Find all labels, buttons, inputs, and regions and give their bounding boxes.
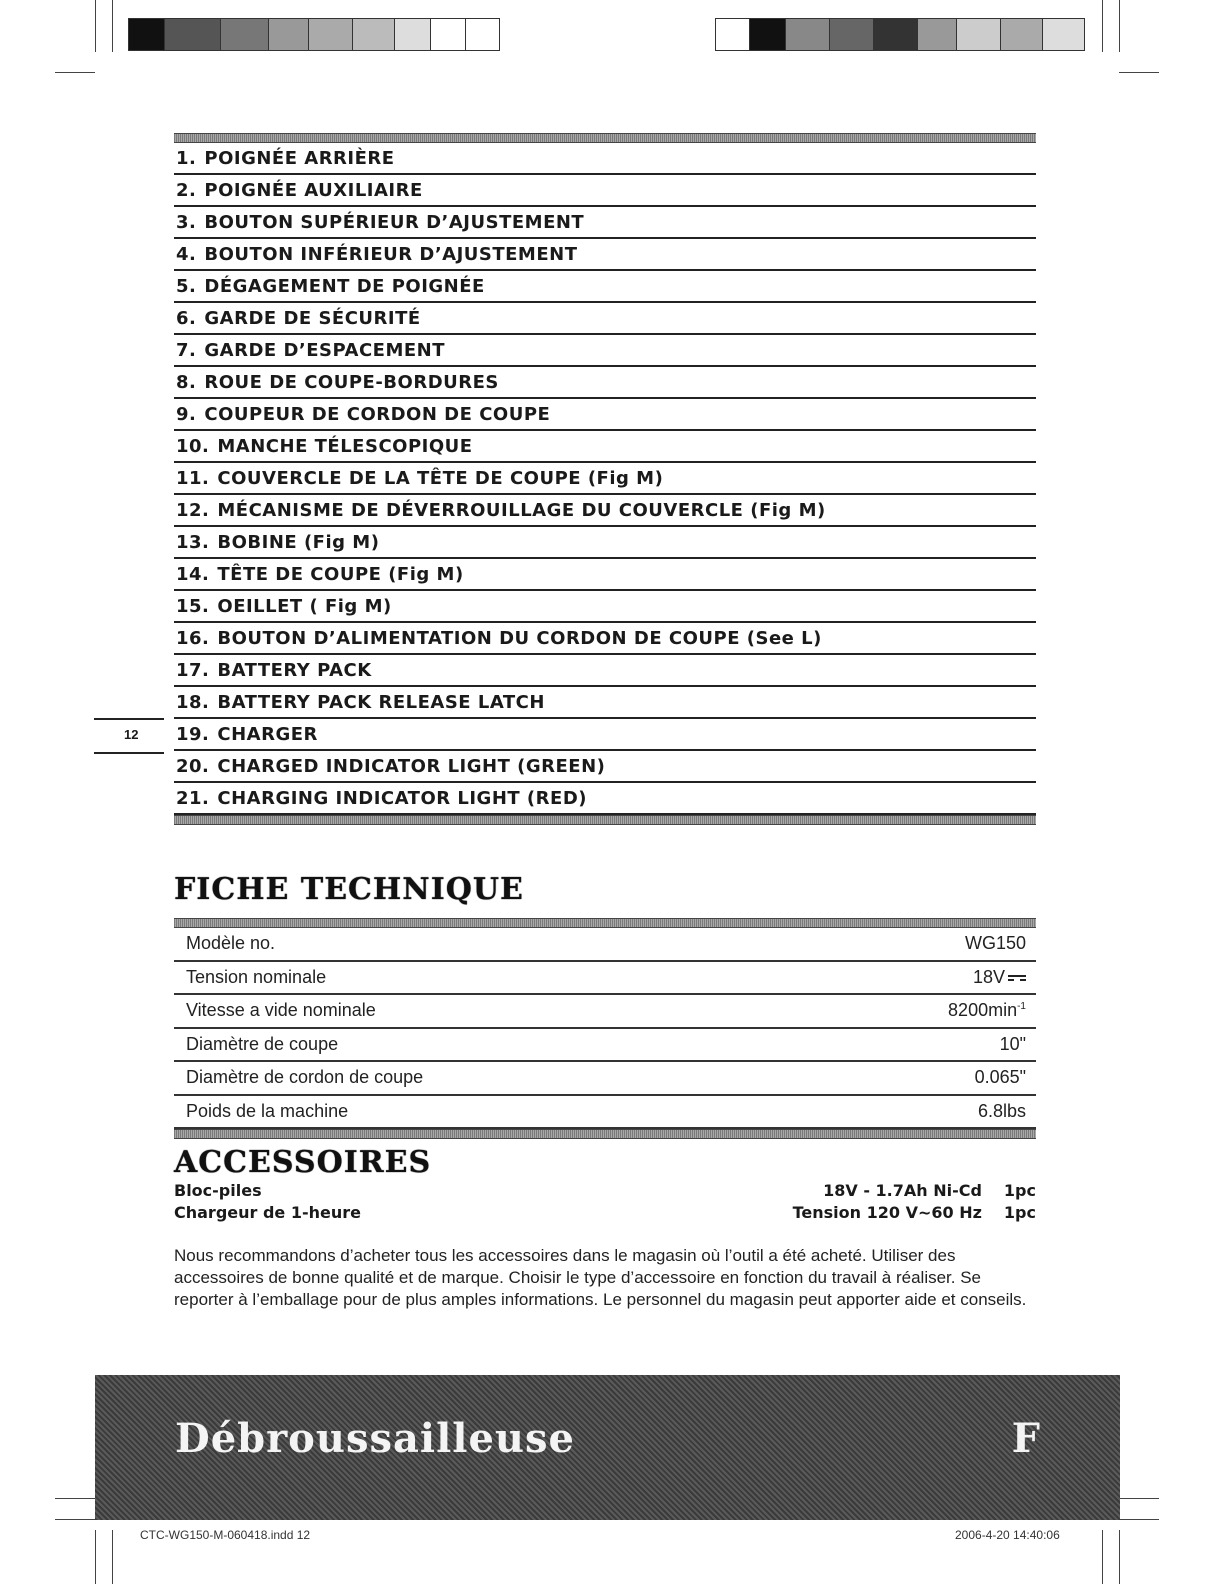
parts-list-item — [174, 175, 1036, 207]
registration-bar-left — [128, 18, 500, 51]
trim-mark — [112, 1530, 113, 1584]
trim-mark — [55, 72, 95, 73]
top-band — [174, 133, 1036, 143]
spec-label: Vitesse a vide nominale — [186, 1000, 376, 1021]
accessoires-title: ACCESSOIRES — [174, 1145, 432, 1180]
trim-mark — [95, 0, 96, 52]
dc-symbol-icon — [1008, 975, 1026, 981]
part-number: 19. — [176, 723, 210, 745]
part-number: 5. — [176, 275, 197, 297]
trim-mark — [1102, 1530, 1103, 1584]
accessory-name: Chargeur de 1-heure — [174, 1203, 361, 1222]
trim-mark — [1119, 1530, 1120, 1584]
part-number: 1. — [176, 147, 197, 169]
parts-list-item — [174, 495, 1036, 527]
registration-bar-right — [715, 18, 1085, 51]
part-number: 8. — [176, 371, 197, 393]
spec-row — [174, 1029, 1036, 1063]
parts-list-item — [174, 335, 1036, 367]
parts-list-item — [174, 431, 1036, 463]
part-number: 16. — [176, 627, 210, 649]
parts-list-item — [174, 207, 1036, 239]
accessories-paragraph: Nous recommandons d’acheter tous les accessoires dans le magasin où l’outil a été acheté. Utiliser des accessoires de bonne qualité et de marque. Choisir le type d’accessoire en fonction du travail à réaliser. Se reporter à l’emballage pour de plus amples informations. Le personnel du magasin peut apporter aide et conseils. — [174, 1246, 1027, 1309]
part-number: 3. — [176, 211, 197, 233]
parts-list-item — [174, 143, 1036, 175]
parts-list-item — [174, 239, 1036, 271]
accessory-spec: 18V - 1.7Ah Ni-Cd — [823, 1181, 982, 1200]
spec-value: 10" — [999, 1033, 1026, 1054]
spec-label: Poids de la machine — [186, 1100, 349, 1121]
fiche-technique-title: FICHE TECHNIQUE — [174, 872, 524, 907]
spec-value: WG150 — [964, 933, 1026, 954]
trim-mark — [95, 1530, 96, 1584]
accessory-qty: 1pc — [1003, 1203, 1036, 1222]
parts-list-item — [174, 527, 1036, 559]
spec-row — [174, 928, 1036, 962]
part-number: 15. — [176, 595, 210, 617]
part-label: COUPEUR DE CORDON DE COUPE — [204, 403, 551, 425]
accessory-spec-group — [823, 1181, 1036, 1200]
part-label: BATTERY PACK RELEASE LATCH — [217, 691, 545, 713]
parts-list-item — [174, 591, 1036, 623]
banner-title: Débroussailleuse — [175, 1415, 575, 1462]
timestamp-slug: 2006-4-20 14:40:06 — [955, 1528, 1060, 1542]
spec-label: Diamètre de cordon de coupe — [186, 1067, 424, 1088]
trim-mark — [1119, 72, 1159, 73]
part-number: 11. — [176, 467, 210, 489]
part-number: 4. — [176, 243, 197, 265]
footer-banner — [95, 1375, 1120, 1520]
parts-list-item — [174, 751, 1036, 783]
page-number-rule — [94, 752, 164, 754]
part-number: 13. — [176, 531, 210, 553]
spec-row — [174, 1062, 1036, 1096]
part-label: BOUTON D’ALIMENTATION DU CORDON DE COUPE (See L) — [217, 627, 822, 649]
spec-exponent: -1 — [1017, 1001, 1026, 1013]
part-label: ROUE DE COUPE-BORDURES — [204, 371, 499, 393]
part-number: 17. — [176, 659, 210, 681]
part-label: OEILLET ( Fig M) — [217, 595, 392, 617]
spec-row — [174, 1096, 1036, 1130]
accessory-spec-group — [793, 1203, 1036, 1222]
parts-list-item — [174, 783, 1036, 815]
accessory-qty: 1pc — [1003, 1181, 1036, 1200]
part-label: BOUTON INFÉRIEUR D’AJUSTEMENT — [204, 243, 578, 265]
trim-mark — [1119, 0, 1120, 52]
spec-bottom-band — [174, 1129, 1036, 1139]
part-number: 9. — [176, 403, 197, 425]
part-label: CHARGED INDICATOR LIGHT (GREEN) — [217, 755, 606, 777]
part-number: 6. — [176, 307, 197, 329]
part-label: CHARGING INDICATOR LIGHT (RED) — [217, 787, 587, 809]
parts-list-item — [174, 655, 1036, 687]
accessory-item — [174, 1203, 1036, 1222]
part-label: BOBINE (Fig M) — [217, 531, 380, 553]
trim-mark — [55, 1498, 95, 1499]
parts-list-item — [174, 463, 1036, 495]
parts-list-item — [174, 271, 1036, 303]
trim-mark — [1119, 1498, 1159, 1499]
part-label: CHARGER — [217, 723, 318, 745]
parts-list-item — [174, 367, 1036, 399]
bottom-band — [174, 815, 1036, 825]
spec-row — [174, 962, 1036, 996]
part-number: 21. — [176, 787, 210, 809]
spec-value-wrap — [973, 967, 1026, 988]
part-number: 2. — [176, 179, 197, 201]
parts-list-item — [174, 623, 1036, 655]
parts-list-item — [174, 687, 1036, 719]
part-label: POIGNÉE AUXILIAIRE — [204, 179, 423, 201]
parts-list-item — [174, 559, 1036, 591]
part-number: 18. — [176, 691, 210, 713]
spec-value-wrap — [948, 1000, 1026, 1021]
file-slug: CTC-WG150-M-060418.indd 12 — [140, 1528, 311, 1542]
language-letter: F — [1011, 1415, 1040, 1462]
part-label: GARDE DE SÉCURITÉ — [204, 307, 421, 329]
page-number: 12 — [124, 727, 139, 742]
parts-list-item — [174, 719, 1036, 751]
spec-label: Modèle no. — [186, 933, 276, 954]
spec-label: Diamètre de coupe — [186, 1033, 339, 1054]
part-label: COUVERCLE DE LA TÊTE DE COUPE (Fig M) — [217, 467, 664, 489]
parts-list-item — [174, 399, 1036, 431]
spec-row — [174, 995, 1036, 1029]
part-label: TÊTE DE COUPE (Fig M) — [217, 563, 464, 585]
part-label: POIGNÉE ARRIÈRE — [204, 147, 395, 169]
accessory-spec: Tension 120 V~60 Hz — [792, 1203, 982, 1222]
spec-table — [174, 918, 1036, 1139]
part-number: 10. — [176, 435, 210, 457]
accessory-item — [174, 1181, 1036, 1200]
part-number: 12. — [176, 499, 210, 521]
accessory-name: Bloc-piles — [174, 1181, 262, 1200]
spec-label: Tension nominale — [186, 966, 327, 987]
trim-mark — [1102, 0, 1103, 52]
part-number: 20. — [176, 755, 210, 777]
spec-value: 0.065" — [974, 1067, 1026, 1088]
part-number: 7. — [176, 339, 197, 361]
part-label: MANCHE TÉLESCOPIQUE — [217, 435, 473, 457]
part-label: DÉGAGEMENT DE POIGNÉE — [204, 275, 485, 297]
trim-mark — [1119, 1519, 1159, 1520]
page-number-rule — [94, 718, 164, 720]
trim-mark — [112, 0, 113, 52]
part-label: BATTERY PACK — [217, 659, 372, 681]
part-label: BOUTON SUPÉRIEUR D’AJUSTEMENT — [204, 211, 585, 233]
spec-top-band — [174, 918, 1036, 928]
spec-value: 18V — [972, 966, 1005, 987]
spec-value: 8200min — [948, 1000, 1018, 1021]
part-number: 14. — [176, 563, 210, 585]
part-label: GARDE D’ESPACEMENT — [204, 339, 446, 361]
parts-list — [174, 133, 1036, 825]
parts-list-item — [174, 303, 1036, 335]
spec-value: 6.8lbs — [977, 1100, 1026, 1121]
part-label: MÉCANISME DE DÉVERROUILLAGE DU COUVERCLE (Fig M) — [217, 499, 826, 521]
trim-mark — [55, 1519, 95, 1520]
